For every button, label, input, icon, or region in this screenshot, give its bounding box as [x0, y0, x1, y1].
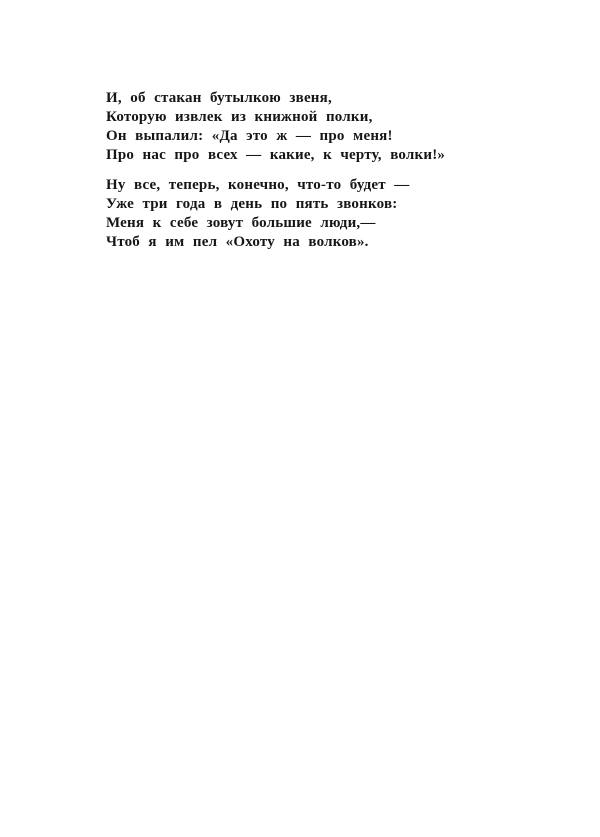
- poem-line: Он выпалил: «Да это ж — про меня!: [106, 128, 393, 144]
- poem-line: Ну все, теперь, конечно, что-то будет —: [106, 177, 410, 193]
- poem-line: Которую извлек из книжной полки,: [106, 109, 373, 125]
- poem-line: Чтоб я им пел «Охоту на волков».: [106, 234, 369, 250]
- poem-line: И, об стакан бутылкою звеня,: [106, 90, 332, 106]
- stanza-1: [106, 89, 526, 165]
- stanza-2: [106, 176, 526, 252]
- poem-line: Меня к себе зовут большие люди,—: [106, 215, 376, 231]
- poem-text-block: [106, 89, 526, 252]
- poem-line: Про нас про всех — какие, к черту, волки!»: [106, 147, 446, 163]
- poem-line: Уже три года в день по пять звонков:: [106, 196, 398, 212]
